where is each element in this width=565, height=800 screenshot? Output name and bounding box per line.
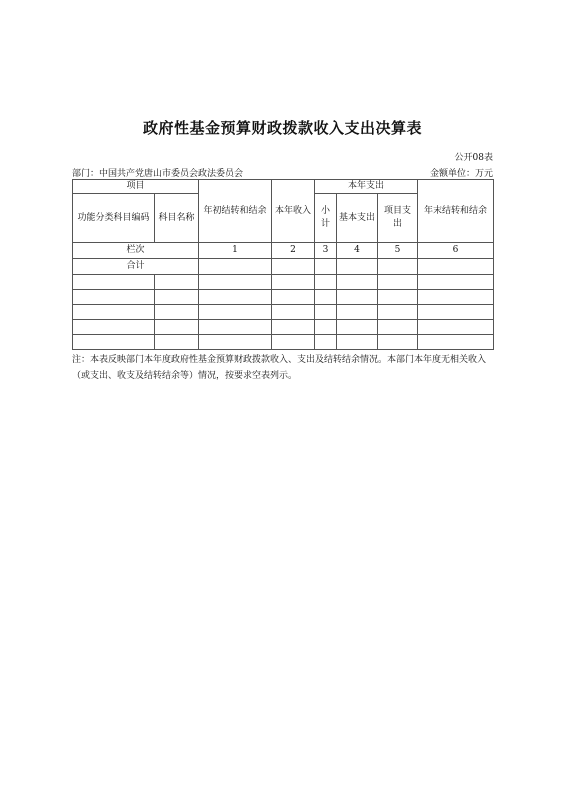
table-cell bbox=[418, 305, 494, 320]
table-cell bbox=[73, 290, 155, 305]
table-cell bbox=[315, 305, 337, 320]
table-cell bbox=[315, 259, 337, 275]
row-lanci-label: 栏次 bbox=[73, 243, 199, 259]
header-basic-expenditure: 基本支出 bbox=[337, 194, 378, 243]
table-cell bbox=[337, 259, 378, 275]
table-row bbox=[73, 275, 494, 290]
table-cell bbox=[155, 275, 199, 290]
table-cell bbox=[315, 290, 337, 305]
table-cell bbox=[418, 259, 494, 275]
table-cell bbox=[155, 290, 199, 305]
budget-table bbox=[72, 179, 494, 350]
table-cell bbox=[73, 320, 155, 335]
table-cell bbox=[378, 290, 418, 305]
table-cell bbox=[337, 275, 378, 290]
table-row bbox=[73, 335, 494, 350]
table-cell bbox=[378, 320, 418, 335]
header-item: 项目 bbox=[73, 180, 199, 194]
table-cell bbox=[199, 335, 272, 350]
table-row bbox=[73, 305, 494, 320]
col-number: 6 bbox=[418, 243, 494, 259]
form-code: 公开08表 bbox=[454, 153, 493, 163]
department-label: 部门：中国共产党唐山市委员会政法委员会 bbox=[72, 169, 244, 179]
col-number: 3 bbox=[315, 243, 337, 259]
table-cell bbox=[199, 290, 272, 305]
table-cell bbox=[272, 305, 315, 320]
table-cell bbox=[337, 320, 378, 335]
header-opening-balance: 年初结转和结余 bbox=[199, 180, 272, 243]
table-cell bbox=[315, 275, 337, 290]
table-cell bbox=[418, 320, 494, 335]
footnote: 注：本表反映部门本年度政府性基金预算财政拨款收入、支出及结转结余情况。本部门本年度无相关收入（或支出、收支及结转结余等）情况，按要求空表列示。 bbox=[72, 355, 487, 381]
table-row bbox=[73, 320, 494, 335]
table-cell bbox=[315, 335, 337, 350]
table-cell bbox=[272, 259, 315, 275]
table-cell bbox=[378, 275, 418, 290]
table-cell bbox=[73, 275, 155, 290]
table-cell bbox=[199, 320, 272, 335]
table-cell bbox=[272, 335, 315, 350]
header-expenditure: 本年支出 bbox=[315, 180, 418, 194]
table-cell bbox=[418, 290, 494, 305]
header-subject-code: 功能分类科目编码 bbox=[73, 194, 155, 243]
table-cell bbox=[378, 259, 418, 275]
table-cell bbox=[315, 320, 337, 335]
table-cell bbox=[199, 259, 272, 275]
table-row bbox=[73, 290, 494, 305]
table-cell bbox=[155, 305, 199, 320]
row-total-label: 合计 bbox=[73, 259, 199, 275]
table-cell bbox=[199, 275, 272, 290]
unit-label: 金额单位：万元 bbox=[429, 169, 493, 179]
table-cell bbox=[378, 335, 418, 350]
header-subtotal: 小计 bbox=[315, 194, 337, 243]
table-cell bbox=[378, 305, 418, 320]
table-cell bbox=[272, 290, 315, 305]
header-subject-name: 科目名称 bbox=[155, 194, 199, 243]
table-cell bbox=[199, 305, 272, 320]
page-title: 政府性基金预算财政拨款收入支出决算表 bbox=[142, 119, 422, 137]
table-cell bbox=[337, 335, 378, 350]
col-number: 1 bbox=[199, 243, 272, 259]
table-cell bbox=[418, 275, 494, 290]
table-cell bbox=[155, 335, 199, 350]
header-income: 本年收入 bbox=[272, 180, 315, 243]
table-cell bbox=[418, 335, 494, 350]
col-number: 2 bbox=[272, 243, 315, 259]
table-cell bbox=[337, 290, 378, 305]
table-cell bbox=[155, 320, 199, 335]
table-cell bbox=[73, 335, 155, 350]
table-cell bbox=[73, 305, 155, 320]
table-cell bbox=[337, 305, 378, 320]
table-cell bbox=[272, 320, 315, 335]
col-number: 5 bbox=[378, 243, 418, 259]
header-project-expenditure: 项目支出 bbox=[378, 194, 418, 243]
col-number: 4 bbox=[337, 243, 378, 259]
table-cell bbox=[272, 275, 315, 290]
header-closing-balance: 年末结转和结余 bbox=[418, 180, 494, 243]
